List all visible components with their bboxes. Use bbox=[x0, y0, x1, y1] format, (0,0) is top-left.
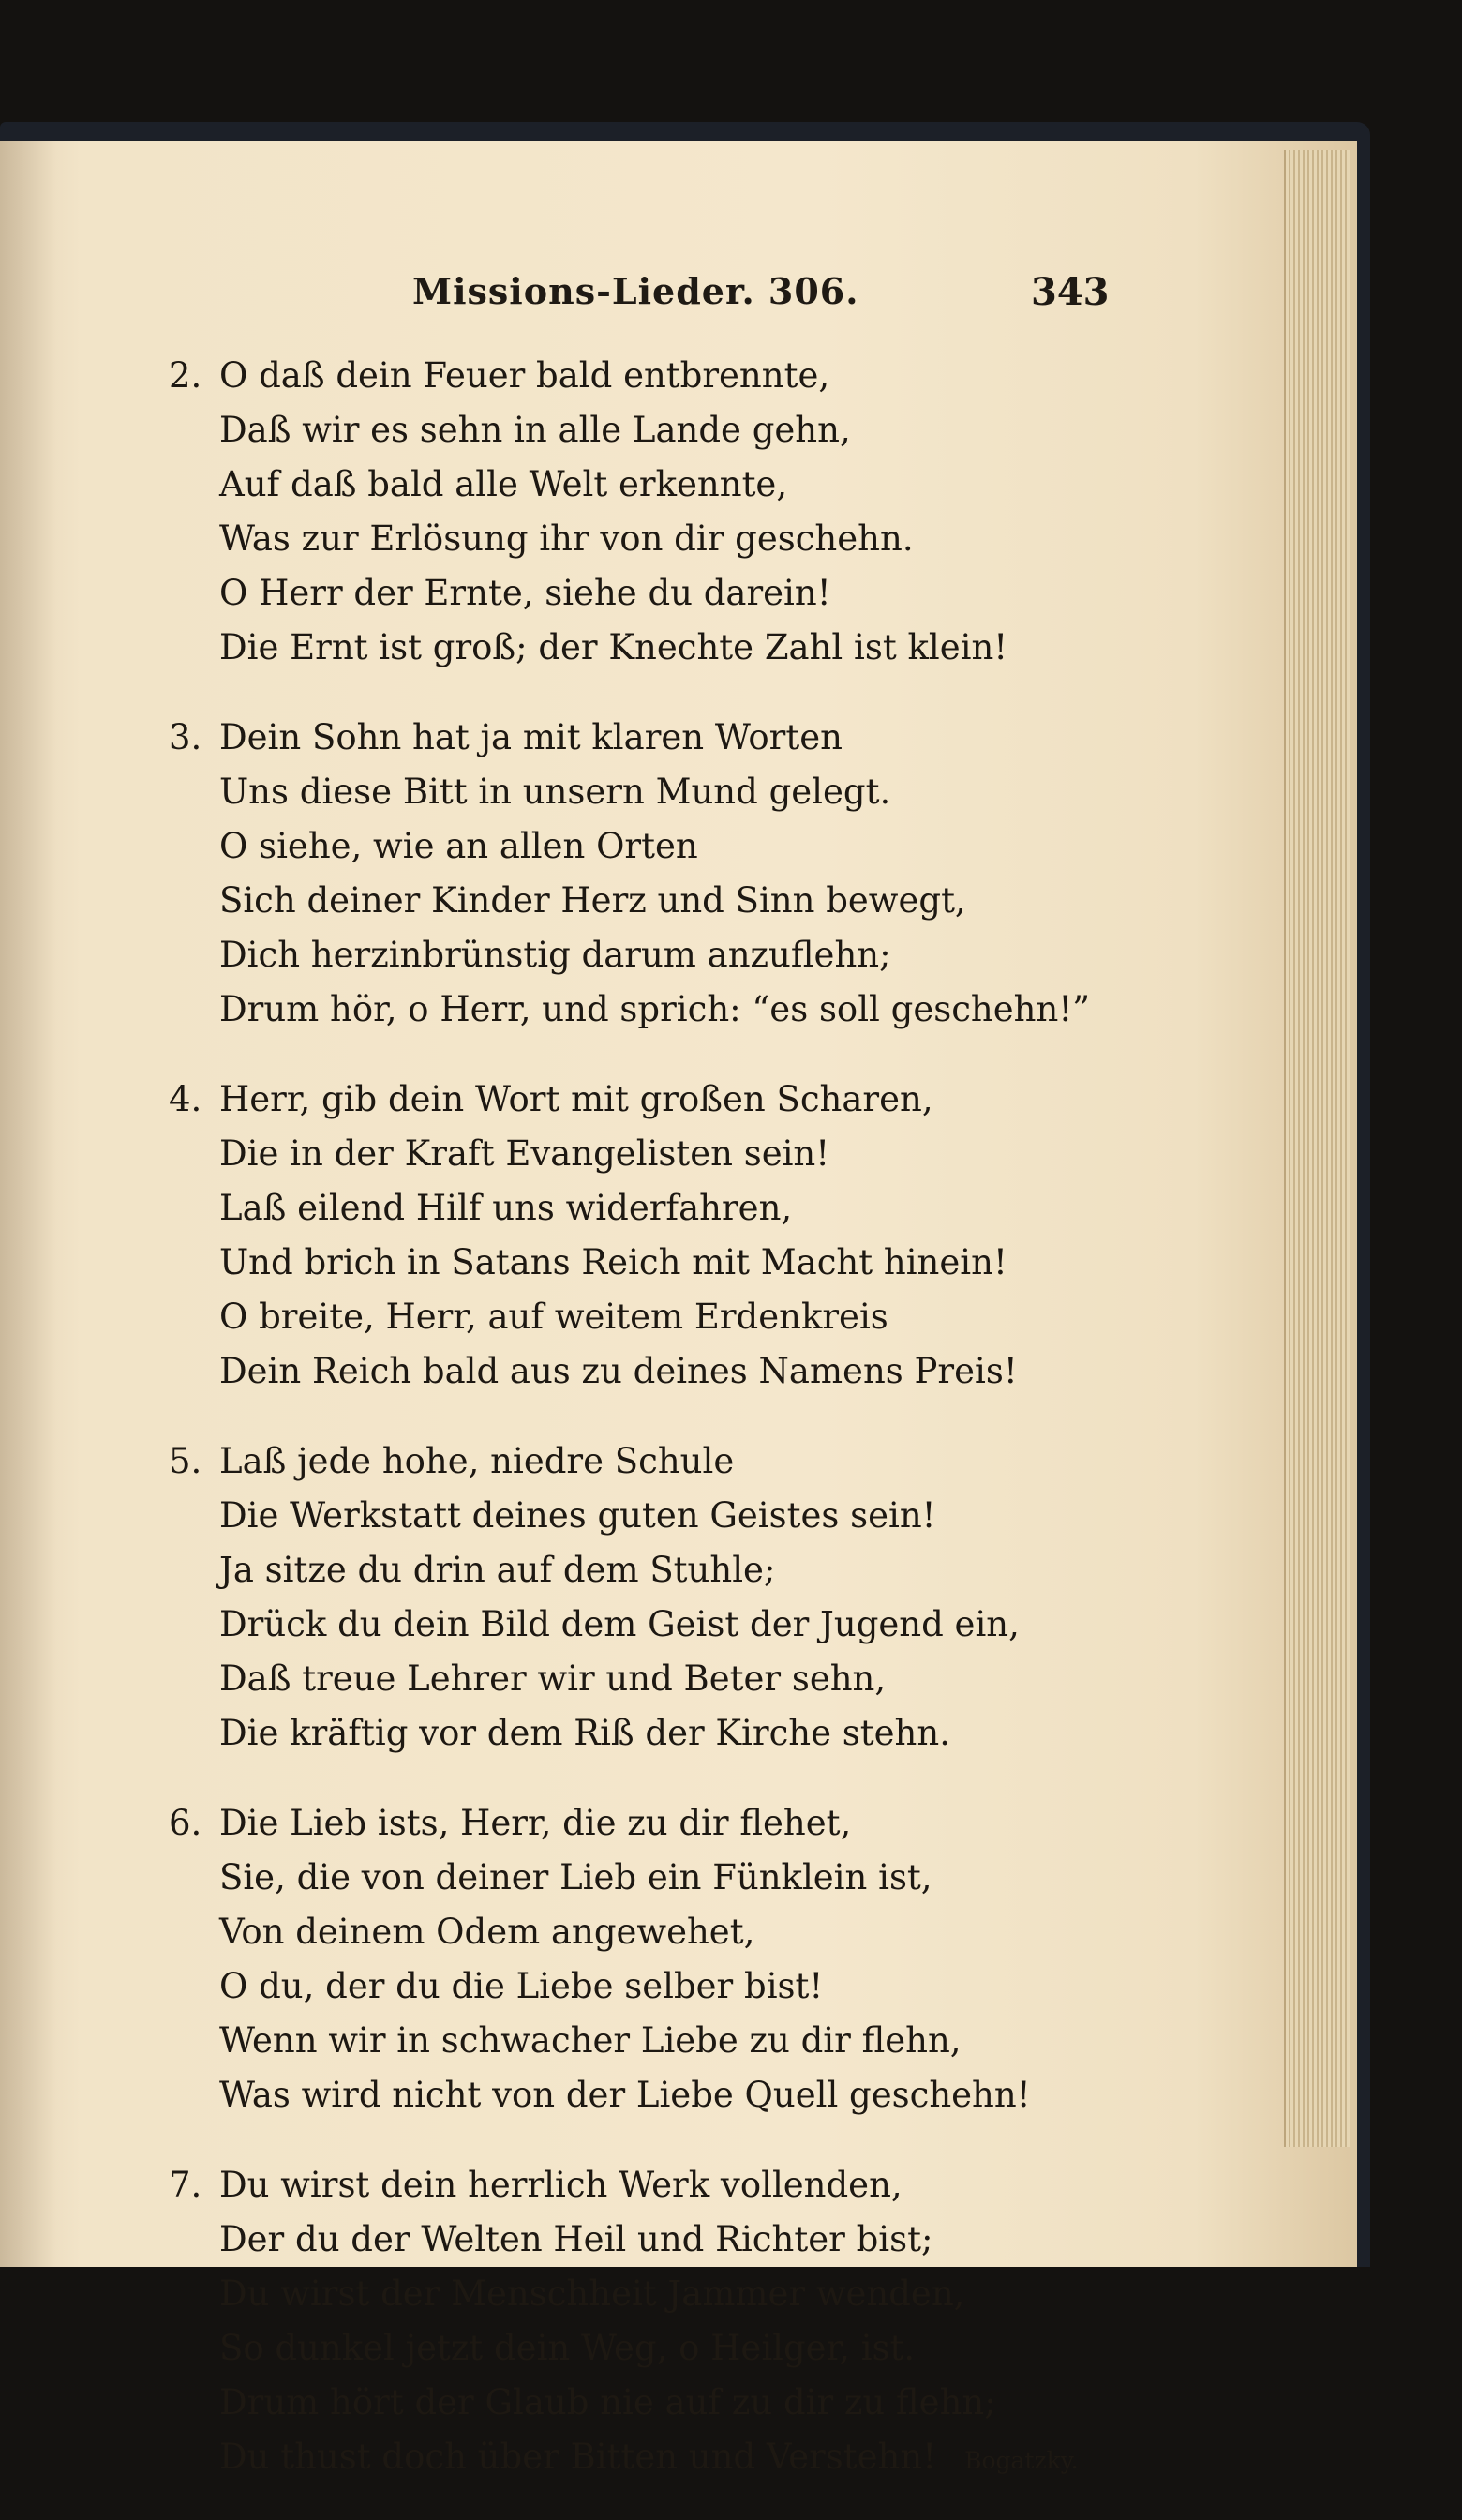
verse-line bbox=[169, 1652, 1256, 1706]
stanza-number: 4. bbox=[169, 1079, 202, 1119]
verse-text: Uns diese Bitt in unsern Mund gelegt. bbox=[219, 772, 891, 812]
page-edges bbox=[1284, 150, 1350, 2147]
verse-line bbox=[169, 1344, 1256, 1399]
verse-line bbox=[169, 1796, 1256, 1851]
page-number: 343 bbox=[1031, 270, 1110, 314]
verse-text: Du thust doch über Bitten und Verstehn! bbox=[219, 2437, 937, 2477]
verse-text: Wenn wir in schwacher Liebe zu dir flehn, bbox=[219, 2020, 962, 2061]
stanza bbox=[169, 1796, 1256, 2122]
verse-line bbox=[169, 566, 1256, 621]
verse-line bbox=[169, 403, 1256, 458]
verse-line bbox=[169, 1127, 1256, 1181]
verse-text: Laß eilend Hilf uns widerfahren, bbox=[219, 1188, 793, 1228]
verse-text: Die kräftig vor dem Riß der Kirche stehn. bbox=[219, 1713, 950, 1753]
verse-line bbox=[169, 765, 1256, 819]
verse-text: Was zur Erlösung ihr von dir geschehn. bbox=[219, 518, 914, 559]
stanza bbox=[169, 711, 1256, 1037]
verse-text: Auf daß bald alle Welt erkennte, bbox=[219, 464, 788, 504]
verse-text: Dein Reich bald aus zu deines Namens Preis! bbox=[219, 1351, 1018, 1391]
verse-text: O breite, Herr, auf weitem Erdenkreis bbox=[219, 1297, 888, 1337]
verse-line bbox=[169, 2158, 1256, 2212]
verse-line bbox=[169, 1290, 1256, 1344]
verse-line bbox=[169, 2068, 1256, 2122]
verse-text: Drum hört der Glaub nie auf zu dir zu flehn; bbox=[219, 2382, 996, 2422]
hymn-text bbox=[169, 349, 1256, 2520]
verse-line bbox=[169, 458, 1256, 512]
verse-text: So dunkel jetzt dein Weg, o Heilger, ist. bbox=[219, 2328, 916, 2368]
verse-line bbox=[169, 1706, 1256, 1761]
verse-text: O du, der du die Liebe selber bist! bbox=[219, 1966, 824, 2006]
verse-line bbox=[169, 512, 1256, 566]
stanza-number: 5. bbox=[169, 1441, 202, 1481]
verse-text: Ja sitze du drin auf dem Stuhle; bbox=[219, 1550, 776, 1590]
verse-line bbox=[169, 1598, 1256, 1652]
verse-line bbox=[169, 1236, 1256, 1290]
verse-text: Drum hör, o Herr, und sprich: “es soll geschehn!” bbox=[219, 989, 1091, 1029]
stanza-number: 7. bbox=[169, 2165, 202, 2205]
verse-line bbox=[169, 1181, 1256, 1236]
verse-text: Du wirst der Menschheit Jammer wenden, bbox=[219, 2273, 965, 2314]
verse-line bbox=[169, 874, 1256, 928]
verse-text: Du wirst dein herrlich Werk vollenden, bbox=[219, 2165, 903, 2205]
verse-text: Von deinem Odem angewehet, bbox=[219, 1912, 755, 1952]
verse-text: O Herr der Ernte, siehe du darein! bbox=[219, 573, 831, 613]
author-attribution: Bogatzky. bbox=[964, 2447, 1079, 2474]
verse-line bbox=[169, 2321, 1256, 2376]
verse-line bbox=[169, 1851, 1256, 1905]
verse-text: Dich herzinbrünstig darum anzuflehn; bbox=[219, 935, 891, 975]
verse-line bbox=[169, 1543, 1256, 1598]
verse-line bbox=[169, 621, 1256, 675]
verse-line bbox=[169, 1072, 1256, 1127]
verse-text: Sich deiner Kinder Herz und Sinn bewegt, bbox=[219, 880, 966, 921]
stanza-number: 6. bbox=[169, 1803, 202, 1843]
verse-text: Die Lieb ists, Herr, die zu dir flehet, bbox=[219, 1803, 852, 1843]
verse-text: Dein Sohn hat ja mit klaren Worten bbox=[219, 717, 843, 758]
stanza bbox=[169, 1072, 1256, 1399]
stanza-number: 3. bbox=[169, 717, 202, 758]
verse-text: Sie, die von deiner Lieb ein Fünklein ist, bbox=[219, 1857, 932, 1898]
verse-text: Die Ernt ist groß; der Knechte Zahl ist klein! bbox=[219, 627, 1008, 668]
verse-line bbox=[169, 711, 1256, 765]
verse-line bbox=[169, 819, 1256, 874]
verse-text: O siehe, wie an allen Orten bbox=[219, 826, 698, 866]
verse-text: Laß jede hohe, niedre Schule bbox=[219, 1441, 735, 1481]
verse-text: Drück du dein Bild dem Geist der Jugend ein, bbox=[219, 1604, 1020, 1644]
verse-line bbox=[169, 2376, 1256, 2430]
verse-line bbox=[169, 349, 1256, 403]
verse-line bbox=[169, 2212, 1256, 2267]
verse-text: O daß dein Feuer bald entbrennte, bbox=[219, 355, 830, 396]
stanza bbox=[169, 1434, 1256, 1761]
verse-line bbox=[169, 2430, 1256, 2484]
verse-line bbox=[169, 928, 1256, 982]
verse-line bbox=[169, 1434, 1256, 1489]
verse-line bbox=[169, 1905, 1256, 1959]
running-title: Missions-Lieder. 306. bbox=[412, 270, 859, 312]
verse-line bbox=[169, 2014, 1256, 2068]
verse-text: Daß wir es sehn in alle Lande gehn, bbox=[219, 410, 851, 450]
page-header bbox=[0, 270, 1357, 326]
verse-line bbox=[169, 1489, 1256, 1543]
stanza bbox=[169, 2158, 1256, 2484]
stanza-number: 2. bbox=[169, 355, 202, 396]
page-gutter-shadow bbox=[0, 141, 56, 2267]
verse-line bbox=[169, 2267, 1256, 2321]
stanza bbox=[169, 349, 1256, 675]
verse-text: Die in der Kraft Evangelisten sein! bbox=[219, 1133, 830, 1174]
verse-line bbox=[169, 1959, 1256, 2014]
verse-text: Und brich in Satans Reich mit Macht hinein! bbox=[219, 1242, 1007, 1282]
verse-text: Die Werkstatt deines guten Geistes sein! bbox=[219, 1495, 936, 1536]
verse-text: Daß treue Lehrer wir und Beter sehn, bbox=[219, 1658, 887, 1699]
verse-text: Der du der Welten Heil und Richter bist; bbox=[219, 2219, 933, 2259]
verse-text: Herr, gib dein Wort mit großen Scharen, bbox=[219, 1079, 933, 1119]
verse-line bbox=[169, 982, 1256, 1037]
verse-text: Was wird nicht von der Liebe Quell geschehn! bbox=[219, 2075, 1031, 2115]
